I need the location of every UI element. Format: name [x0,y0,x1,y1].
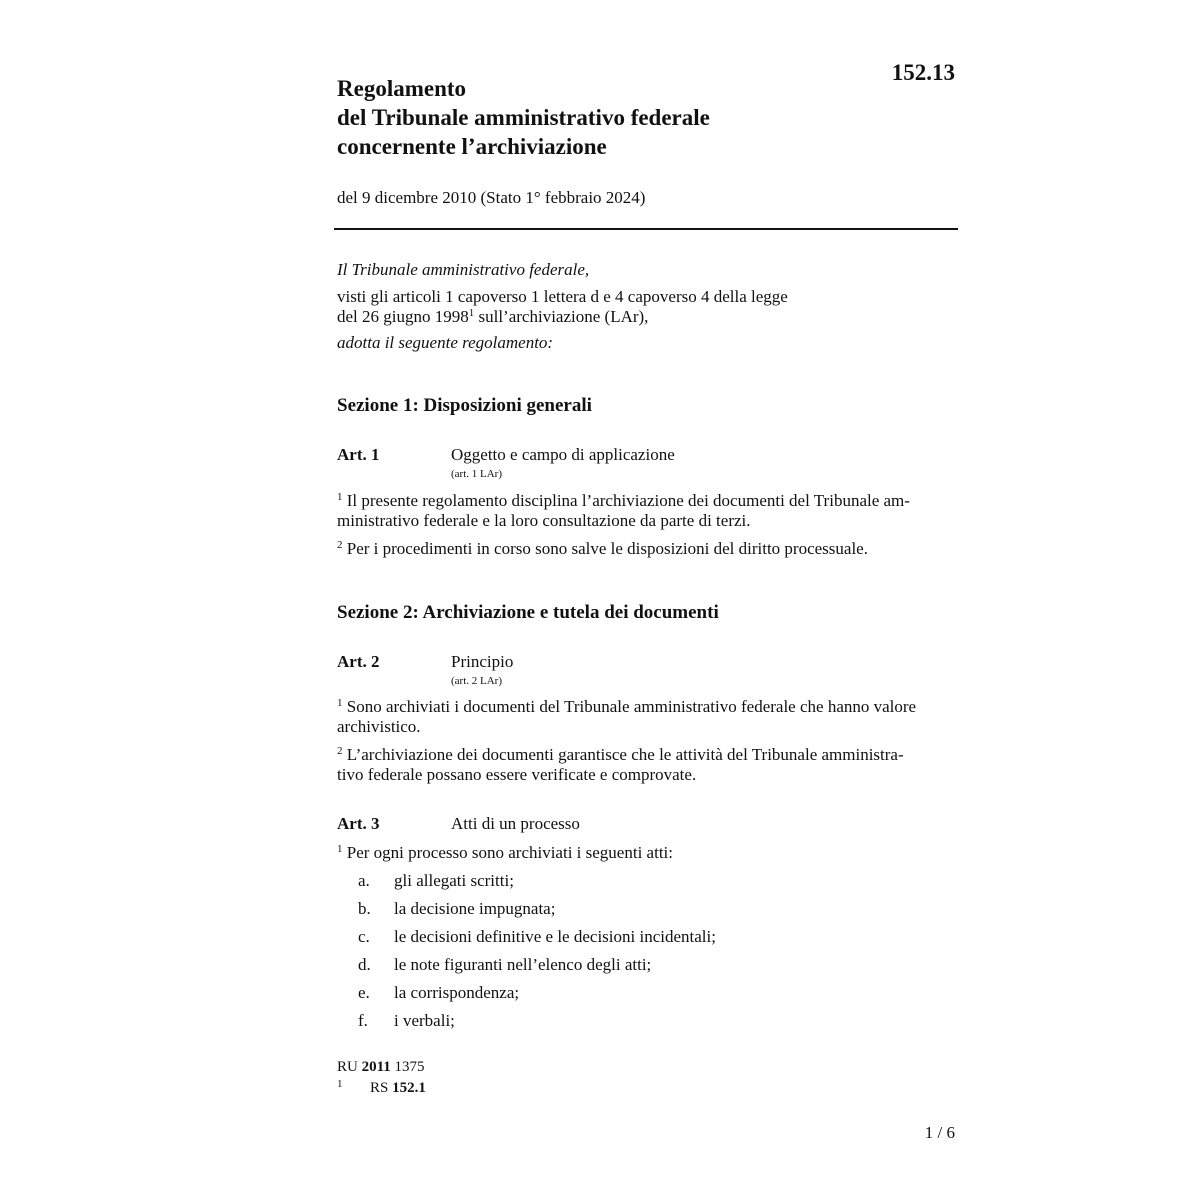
list-item-text: i verbali; [394,1011,455,1030]
list-letter: f. [358,1011,368,1030]
list-item-text: la decisione impugnata; [394,899,556,918]
list-letter: b. [358,899,371,918]
art-2-title: Principio [451,652,514,671]
list-item-text: la corrispondenza; [394,983,520,1002]
art-1-number: Art. 1 [337,445,380,464]
list-letter: c. [358,927,370,946]
list-letter: d. [358,955,371,974]
art-1-paragraph-1 [337,491,955,531]
art-1-reference: (art. 1 LAr) [451,468,503,480]
art-3-p1-text: Per ogni processo sono archiviati i seguenti atti: [346,843,673,862]
art-2-reference: (art. 2 LAr) [451,675,503,687]
art-1-p1-line-2: ministrativo federale e la loro consultazione da parte di terzi. [337,511,751,530]
preamble-line-2-rest: sull’archiviazione (LAr), [474,307,649,326]
art-2-p2-line-2: tivo federale possano essere verificate e comprovate. [337,765,697,784]
footnote-text [370,1080,426,1097]
paragraph-number: 1 [337,491,343,504]
section-1-title: Sezione 1: Disposizioni generali [337,395,592,416]
art-3-paragraph-1 [337,843,955,863]
preamble-enacting: adotta il seguente regolamento: [337,333,554,352]
art-2-p1-line-1: Sono archiviati i documenti del Tribunale amministrativo federale che hanno valore [346,697,917,716]
footnote-prefix: RS [370,1080,393,1096]
art-3-number: Art. 3 [337,814,380,833]
art-2-number: Art. 2 [337,652,380,671]
art-2-p1-line-2: archivistico. [337,717,421,736]
footnote-number: 1 [337,1078,343,1090]
list-letter: a. [358,871,370,890]
paragraph-number: 2 [337,745,343,758]
title-line-1: Regolamento [337,76,467,101]
list-item-text: le note figuranti nell’elenco degli atti; [394,955,652,974]
preamble-line-2 [337,307,648,327]
art-2-p2-line-1: L’archiviazione dei documenti garantisce che le attività del Tribunale amministra- [346,745,904,764]
ru-prefix: RU [337,1059,362,1075]
ru-page: 1375 [390,1059,425,1075]
art-2-paragraph-2 [337,745,955,785]
paragraph-number: 1 [337,843,343,856]
ru-year: 2011 [361,1059,391,1075]
list-item-text: gli allegati scritti; [394,871,514,890]
paragraph-number: 1 [337,697,343,710]
header-divider [334,228,958,230]
preamble-authority: Il Tribunale amministrativo federale, [337,260,590,279]
art-1-p1-line-1: Il presente regolamento disciplina l’archiviazione dei documenti del Tribunale am- [346,491,910,510]
list-item-text: le decisioni definitive e le decisioni incidentali; [394,927,716,946]
art-3-title: Atti di un processo [451,814,580,833]
title-line-2: del Tribunale amministrativo federale [337,105,710,130]
list-letter: e. [358,983,370,1002]
section-2-title: Sezione 2: Archiviazione e tutela dei documenti [337,602,719,623]
art-1-paragraph-2 [337,539,955,559]
preamble-line-2-text: del 26 giugno 1998 [337,307,469,326]
art-1-title: Oggetto e campo di applicazione [451,445,675,464]
footnote-sr-number[interactable]: 152.1 [392,1080,426,1096]
footnote-ref-1[interactable]: 1 [468,307,475,320]
preamble-line-1: visti gli articoli 1 capoverso 1 lettera d e 4 capoverso 4 della legge [337,287,788,306]
paragraph-number: 2 [337,539,343,552]
page-number: 1 / 6 [924,1123,955,1142]
document-date: del 9 dicembre 2010 (Stato 1° febbraio 2024) [337,188,646,207]
art-2-paragraph-1 [337,697,955,737]
title-line-3: concernente l’archiviazione [337,134,607,159]
art-1-p2-text: Per i procedimenti in corso sono salve le disposizioni del diritto processuale. [346,539,868,558]
sr-number: 152.13 [891,60,955,85]
official-compilation-ref [337,1059,425,1076]
document-title [337,74,710,161]
